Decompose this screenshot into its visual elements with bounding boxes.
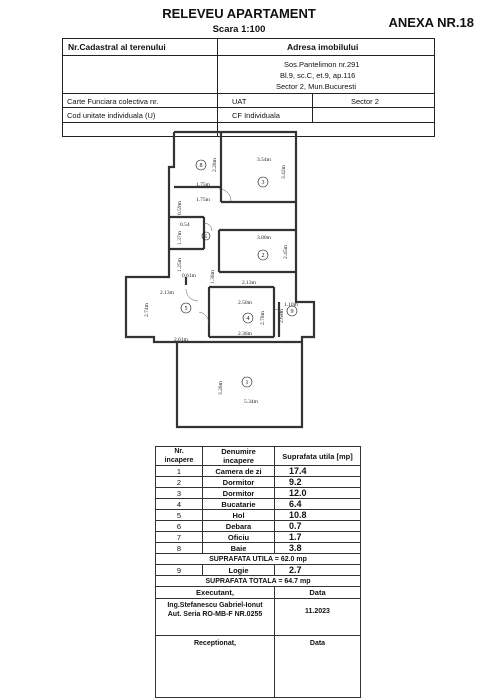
cadastral-label: Nr.Cadastral al terenului — [68, 42, 166, 52]
dim-c-h: 0.59m — [177, 201, 183, 215]
row-nr: 3 — [156, 488, 203, 499]
useful-total: SUPRAFATA UTILA = 62.0 mp — [156, 554, 361, 565]
address-line-2: Bl.9, sc.C, et.9, ap.116 — [280, 71, 356, 80]
row-nr: 9 — [156, 565, 203, 576]
scale-label: Scara 1:100 — [212, 24, 266, 35]
dim-r2-w: 3.80m — [257, 235, 271, 241]
dim-hall-h: 1.38m — [210, 270, 216, 284]
room-number-4: 4 — [246, 316, 250, 322]
dim-r8-w: 1.75m — [196, 182, 210, 188]
executant-label: Executant, — [156, 587, 275, 599]
table-row — [156, 543, 361, 554]
dim-r3-w: 3.54m — [257, 157, 271, 163]
row-name: Dormitor — [203, 477, 275, 488]
table-row — [156, 499, 361, 510]
date-label-2: Data — [275, 636, 361, 698]
executant-auth: Aut. Seria RO-MB-F NR.0255 — [167, 611, 263, 618]
dim-r6-w: 0.54 — [180, 222, 190, 228]
table-row — [156, 466, 361, 477]
row-name: Dormitor — [203, 488, 275, 499]
address-line-3: Sector 2, Mun.Bucuresti — [276, 82, 357, 91]
dim-r5-h: 2.74m — [144, 303, 150, 317]
room-number-8: 8 — [199, 163, 203, 169]
row-name: Baie — [203, 543, 275, 554]
row-area: 12.0 — [275, 488, 361, 499]
row-name: Debara — [203, 521, 275, 532]
table-row — [156, 510, 361, 521]
grand-total: SUPRAFATA TOTALA = 64.7 mp — [156, 576, 361, 587]
dim-hall-top: 2.13m — [242, 280, 256, 286]
table-row — [156, 532, 361, 543]
dim-r4-h: 2.78m — [260, 311, 266, 325]
dim-r2-h: 2.45m — [283, 245, 289, 259]
col-name-header: Denumire incapere — [203, 447, 275, 466]
dim-r5-w: 2.13m — [160, 290, 174, 296]
table-row — [156, 488, 361, 499]
room-number-2: 2 — [261, 253, 265, 259]
executant-cell — [156, 599, 275, 636]
grand-total-row — [156, 576, 361, 587]
room-number-3: 3 — [261, 180, 265, 186]
row-name: Logie — [203, 565, 275, 576]
table-row — [156, 565, 361, 576]
row-nr: 7 — [156, 532, 203, 543]
dim-r4-w: 2.50m — [238, 300, 252, 306]
info-divider — [217, 38, 218, 94]
row-area: 1.7 — [275, 532, 361, 543]
row-nr: 4 — [156, 499, 203, 510]
row-name: Hol — [203, 510, 275, 521]
receptionat-label: Receptionat, — [156, 636, 275, 698]
reception-row — [156, 636, 361, 698]
dim-r5-bot: 2.61m — [174, 337, 188, 343]
row-area: 2.7 — [275, 565, 361, 576]
info-divider-3 — [312, 93, 313, 108]
row-nr: 2 — [156, 477, 203, 488]
room-number-6: 5 — [204, 235, 208, 240]
room-number-1: 1 — [245, 380, 249, 386]
row-name: Bucatarie — [203, 499, 275, 510]
executant-header-row — [156, 587, 361, 599]
col-area-header: Suprafata utila [mp] — [275, 447, 361, 466]
useful-total-row — [156, 554, 361, 565]
uat-value: Sector 2 — [351, 97, 379, 106]
row-nr: 8 — [156, 543, 203, 554]
row-area: 10.8 — [275, 510, 361, 521]
dim-r3-h: 3.42m — [281, 165, 287, 179]
executant-date: 11.2023 — [275, 599, 361, 636]
row-area: 6.4 — [275, 499, 361, 510]
dim-r1-w: 5.34m — [244, 399, 258, 405]
col-nr-header: Nr. incapere — [156, 447, 203, 466]
uat-label: UAT — [232, 97, 247, 106]
dim-r7-h: 1.25m — [177, 258, 183, 272]
dim-r7-w: 0.61m — [182, 273, 196, 279]
table-row — [156, 521, 361, 532]
row-area: 0.7 — [275, 521, 361, 532]
address-line-1: Sos.Pantelimon nr.291 — [284, 60, 360, 69]
executant-row — [156, 599, 361, 636]
row-area: 17.4 — [275, 466, 361, 477]
row-nr: 6 — [156, 521, 203, 532]
annex-label: ANEXA NR.18 — [388, 15, 474, 30]
unit-code-label: Cod unitate individuala (U) — [67, 111, 156, 120]
cf-individual-label: CF Individuala — [232, 111, 280, 120]
room-number-5: 5 — [184, 306, 188, 312]
rooms-table — [155, 446, 361, 698]
cf-collective-label: Carte Funciara colectiva nr. — [67, 97, 159, 106]
room-number-9: 9 — [290, 309, 294, 315]
row-area: 9.2 — [275, 477, 361, 488]
row-nr: 5 — [156, 510, 203, 521]
row-name: Camera de zi — [203, 466, 275, 477]
row-nr: 1 — [156, 466, 203, 477]
dim-r1-h: 3.28m — [218, 381, 224, 395]
plan-room-markers — [181, 160, 297, 387]
address-label: Adresa imobilului — [287, 42, 359, 52]
dim-r6-h: 1.37m — [177, 231, 183, 245]
rooms-table-header — [156, 447, 361, 466]
dim-r8-h: 2.28m — [212, 158, 218, 172]
row-area: 3.8 — [275, 543, 361, 554]
dim-c-w: 1.75m — [196, 197, 210, 203]
dim-r9-h: 2.61m — [279, 309, 285, 323]
dim-r9-w: 1.10m — [284, 302, 298, 308]
row-name: Oficiu — [203, 532, 275, 543]
document-title: RELEVEU APARTAMENT — [162, 6, 316, 21]
date-label: Data — [275, 587, 361, 599]
dim-r4-w2: 2.36m — [238, 331, 252, 337]
executant-name: Ing.Stefanescu Gabriel-Ionut — [167, 602, 263, 609]
table-row — [156, 477, 361, 488]
floor-plan — [124, 127, 324, 437]
